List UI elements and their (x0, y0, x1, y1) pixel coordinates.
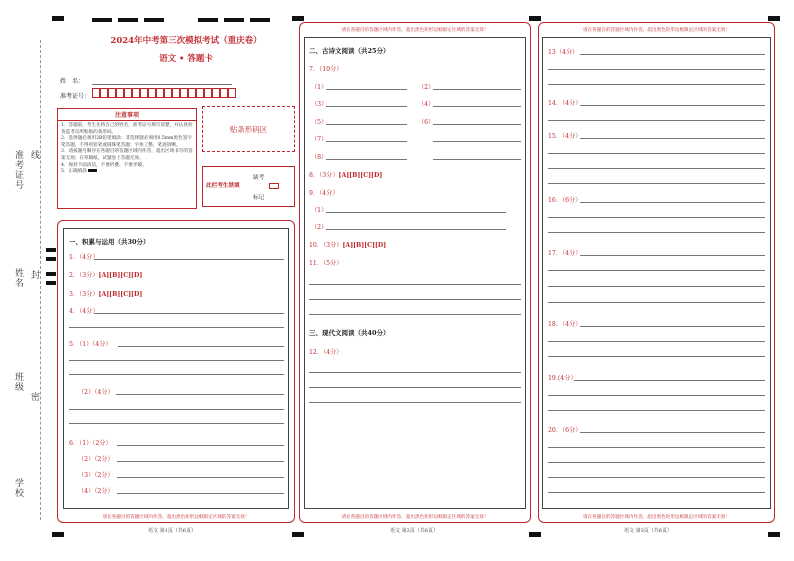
notice-item: 1．答题前，考生先将自己的姓名，准考证号填写清楚，并认真检查监考员所粘贴的条形码。 (61, 123, 193, 135)
question-label (69, 270, 142, 279)
registration-mark (224, 18, 244, 22)
section-title: 三、现代文阅读（共40分） (309, 329, 390, 337)
sub-label: （4） (418, 101, 435, 108)
registration-mark (250, 18, 270, 22)
answer-line[interactable] (69, 409, 284, 410)
page-number: 语文 第3页（共6页） (624, 528, 672, 534)
answer-line[interactable] (69, 423, 284, 424)
question-label: 13（4分） (548, 49, 579, 56)
answer-line[interactable] (309, 387, 521, 388)
answer-line[interactable] (326, 124, 407, 125)
question-label (309, 170, 382, 179)
answer-line[interactable] (117, 445, 284, 446)
notice-item: 3．请按题号顺序在各题目的答题区域内作答，超出区域书写的答案无效；在草稿纸、试题卷上答题无效。 (61, 149, 193, 161)
answer-line[interactable] (548, 492, 765, 493)
answer-line[interactable] (309, 372, 521, 373)
answer-line[interactable] (580, 54, 765, 55)
answer-line[interactable] (433, 159, 521, 160)
notice-item: 2．选择题必须用2B铅笔填涂；非选择题必须用0.5mm黑色签字笔答题，不得用铅笔或圆珠笔答题；字体工整、笔迹清晰。 (61, 136, 192, 148)
warning-text: 请在各题目的答题区域内作答，超出黑色矩形边框限定区域的答案无效！ (582, 28, 730, 33)
answer-line[interactable] (326, 89, 407, 90)
page-number: 语文 第2页（共6页） (390, 528, 438, 534)
question-label: 7．（10分） (309, 66, 343, 73)
answer-line[interactable] (433, 106, 521, 107)
section-title: 二、古诗文阅读（共25分） (309, 47, 390, 55)
answer-line[interactable] (116, 394, 284, 395)
question-label: 17．（4分） (548, 250, 582, 257)
answer-line[interactable] (548, 356, 765, 357)
absent-checkbox[interactable] (269, 183, 279, 189)
question-label: 5．（1）（4分） (69, 341, 112, 348)
question-label: 20．（6分） (548, 427, 582, 434)
registration-mark (46, 257, 56, 261)
answer-line[interactable] (118, 346, 284, 347)
absent-label: 此栏考生禁填 (206, 183, 240, 189)
registration-mark (118, 18, 138, 22)
answer-line[interactable] (548, 462, 765, 463)
answer-line[interactable] (69, 327, 284, 328)
sub-label: （2） (311, 224, 328, 231)
answer-line[interactable] (117, 493, 284, 494)
notice-item: 4．保持卡面清洁，不要折叠、不要弄破。 (61, 162, 147, 168)
section-title: 一、积累与运用（共30分） (69, 238, 150, 246)
page-title: 2024年中考第三次模拟考试（重庆卷） (110, 36, 262, 46)
absent-bottom: 标记 (253, 195, 265, 201)
question-label: 14．（4分） (548, 100, 582, 107)
choice-options[interactable]: [A][B][C][D] (338, 172, 383, 179)
margin-class: 班级 (13, 372, 23, 392)
answer-line[interactable] (309, 284, 521, 285)
answer-line[interactable] (326, 212, 506, 213)
answer-line[interactable] (326, 229, 506, 230)
margin-name: 姓名 (13, 268, 23, 288)
margin-line: 线 (29, 150, 39, 160)
margin-seal: 封 (29, 270, 39, 280)
page-number: 语文 第1页（共6页） (148, 528, 196, 534)
answer-box-3 (542, 37, 771, 509)
question-label: 9．（4分） (309, 190, 339, 197)
choice-options[interactable]: [A][B][C][D] (98, 272, 143, 279)
warning-text: 请在各题目的答题区域内作答，超出黑色矩形边框限定区域的答案无效！ (341, 515, 489, 520)
answer-line[interactable] (94, 313, 284, 314)
registration-mark (198, 18, 218, 22)
question-label: 11．（5分） (309, 260, 343, 267)
answer-line[interactable] (580, 202, 765, 203)
answer-line[interactable] (548, 69, 765, 70)
answer-box-2 (304, 37, 526, 509)
margin-dashed-line (40, 40, 41, 520)
answer-line[interactable] (548, 153, 765, 154)
page-subtitle: 语文 • 答题卡 (159, 54, 213, 64)
margin-secret: 密 (29, 392, 39, 402)
question-label: 6．（1）（2分） (69, 440, 112, 447)
answer-line[interactable] (548, 302, 765, 303)
answer-line[interactable] (548, 447, 765, 448)
answer-line[interactable] (433, 124, 521, 125)
choice-options[interactable]: [A][B][C][D] (342, 242, 387, 249)
question-label: 19.(4分） (548, 375, 577, 382)
question-label (69, 289, 142, 298)
answer-line[interactable] (580, 255, 765, 256)
answer-line[interactable] (326, 141, 407, 142)
barcode-area (202, 106, 295, 152)
notice-item-text: 5．正确填涂 (61, 169, 87, 175)
registration-mark (144, 18, 164, 22)
question-label: 16．（6分） (548, 197, 582, 204)
registration-mark (46, 248, 56, 252)
question-label: 1．（4分） (69, 254, 99, 261)
answer-line[interactable] (309, 299, 521, 300)
answer-line[interactable] (548, 270, 765, 271)
answer-line[interactable] (548, 410, 765, 411)
question-label-text: 2．（3分） (69, 272, 99, 279)
answer-line[interactable] (548, 217, 765, 218)
question-label: （2）（4分） (78, 389, 114, 396)
answer-line[interactable] (548, 395, 765, 396)
registration-mark (292, 16, 304, 21)
name-field[interactable] (92, 84, 232, 85)
sub-label: （7） (311, 136, 328, 143)
notice-box (57, 108, 197, 209)
answer-line[interactable] (94, 259, 284, 260)
question-label: （4）（2分） (78, 488, 114, 495)
answer-line[interactable] (574, 380, 765, 381)
answer-line[interactable] (309, 314, 521, 315)
answer-line[interactable] (433, 141, 521, 142)
answer-line[interactable] (69, 360, 284, 361)
choice-options[interactable]: [A][B][C][D] (98, 291, 143, 298)
answer-line[interactable] (580, 432, 765, 433)
registration-mark (92, 18, 112, 22)
answer-line[interactable] (580, 326, 765, 327)
margin-exam-id: 准考证号 (13, 150, 23, 190)
sub-label: （8） (311, 154, 328, 161)
warning-text: 请在各题目的答题区域内作答，超出黑色矩形边框限定区域的答案无效！ (582, 515, 730, 520)
answer-line[interactable] (69, 374, 284, 375)
margin-school: 学校 (13, 478, 23, 498)
answer-line[interactable] (548, 286, 765, 287)
question-label-text: 3．（3分） (69, 291, 99, 298)
answer-line[interactable] (548, 84, 765, 85)
absent-top: 缺考 (253, 175, 265, 181)
registration-mark (46, 281, 56, 285)
question-label: 15．（4分） (548, 133, 582, 140)
warning-text: 请在各题目的答题区域内作答，超出黑色矩形边框限定区域的答案无效！ (341, 28, 489, 33)
sub-label: （1） (311, 207, 328, 214)
question-label-text: 10．（3分） (309, 242, 343, 249)
question-label: （2）（2分） (78, 456, 114, 463)
absent-box (202, 166, 295, 207)
registration-mark (529, 532, 541, 537)
question-label: （3）（2分） (78, 472, 114, 479)
answer-line[interactable] (580, 105, 765, 106)
registration-mark (529, 16, 541, 21)
sub-label: （3） (311, 101, 328, 108)
notice-title: 注意事项 (58, 109, 196, 121)
question-label: 4．（4分） (69, 308, 99, 315)
registration-mark (46, 272, 56, 276)
answer-line[interactable] (548, 120, 765, 121)
barcode-label: 贴条形码区 (229, 124, 268, 134)
sub-label: （6） (418, 119, 435, 126)
answer-line[interactable] (548, 232, 765, 233)
registration-mark (768, 16, 780, 21)
notice-item (61, 169, 193, 176)
question-label (309, 240, 386, 249)
registration-mark (292, 532, 304, 537)
answer-line[interactable] (117, 477, 284, 478)
sub-label: （1） (311, 84, 328, 91)
answer-line[interactable] (326, 159, 407, 160)
answer-line[interactable] (326, 106, 407, 107)
answer-line[interactable] (117, 461, 284, 462)
question-label: 18．（4分） (548, 321, 582, 328)
answer-line[interactable] (309, 402, 521, 403)
sub-label: （5） (311, 119, 328, 126)
filled-example (88, 169, 97, 172)
warning-text: 请在各题目的答题区域内作答，超出黑色矩形边框限定区域的答案无效！ (102, 515, 250, 520)
sub-label: （2） (418, 84, 435, 91)
answer-line[interactable] (548, 341, 765, 342)
registration-mark (52, 16, 64, 21)
question-label: 12．（4分） (309, 349, 343, 356)
answer-line[interactable] (548, 477, 765, 478)
exam-id-label: 准考证号： (60, 93, 91, 100)
registration-mark (52, 532, 64, 537)
name-label: 姓 名： (60, 78, 85, 85)
answer-line[interactable] (433, 89, 521, 90)
answer-line[interactable] (580, 138, 765, 139)
answer-line[interactable] (548, 168, 765, 169)
registration-mark (768, 532, 780, 537)
question-label-text: 8．（3分） (309, 172, 339, 179)
answer-line[interactable] (548, 183, 765, 184)
